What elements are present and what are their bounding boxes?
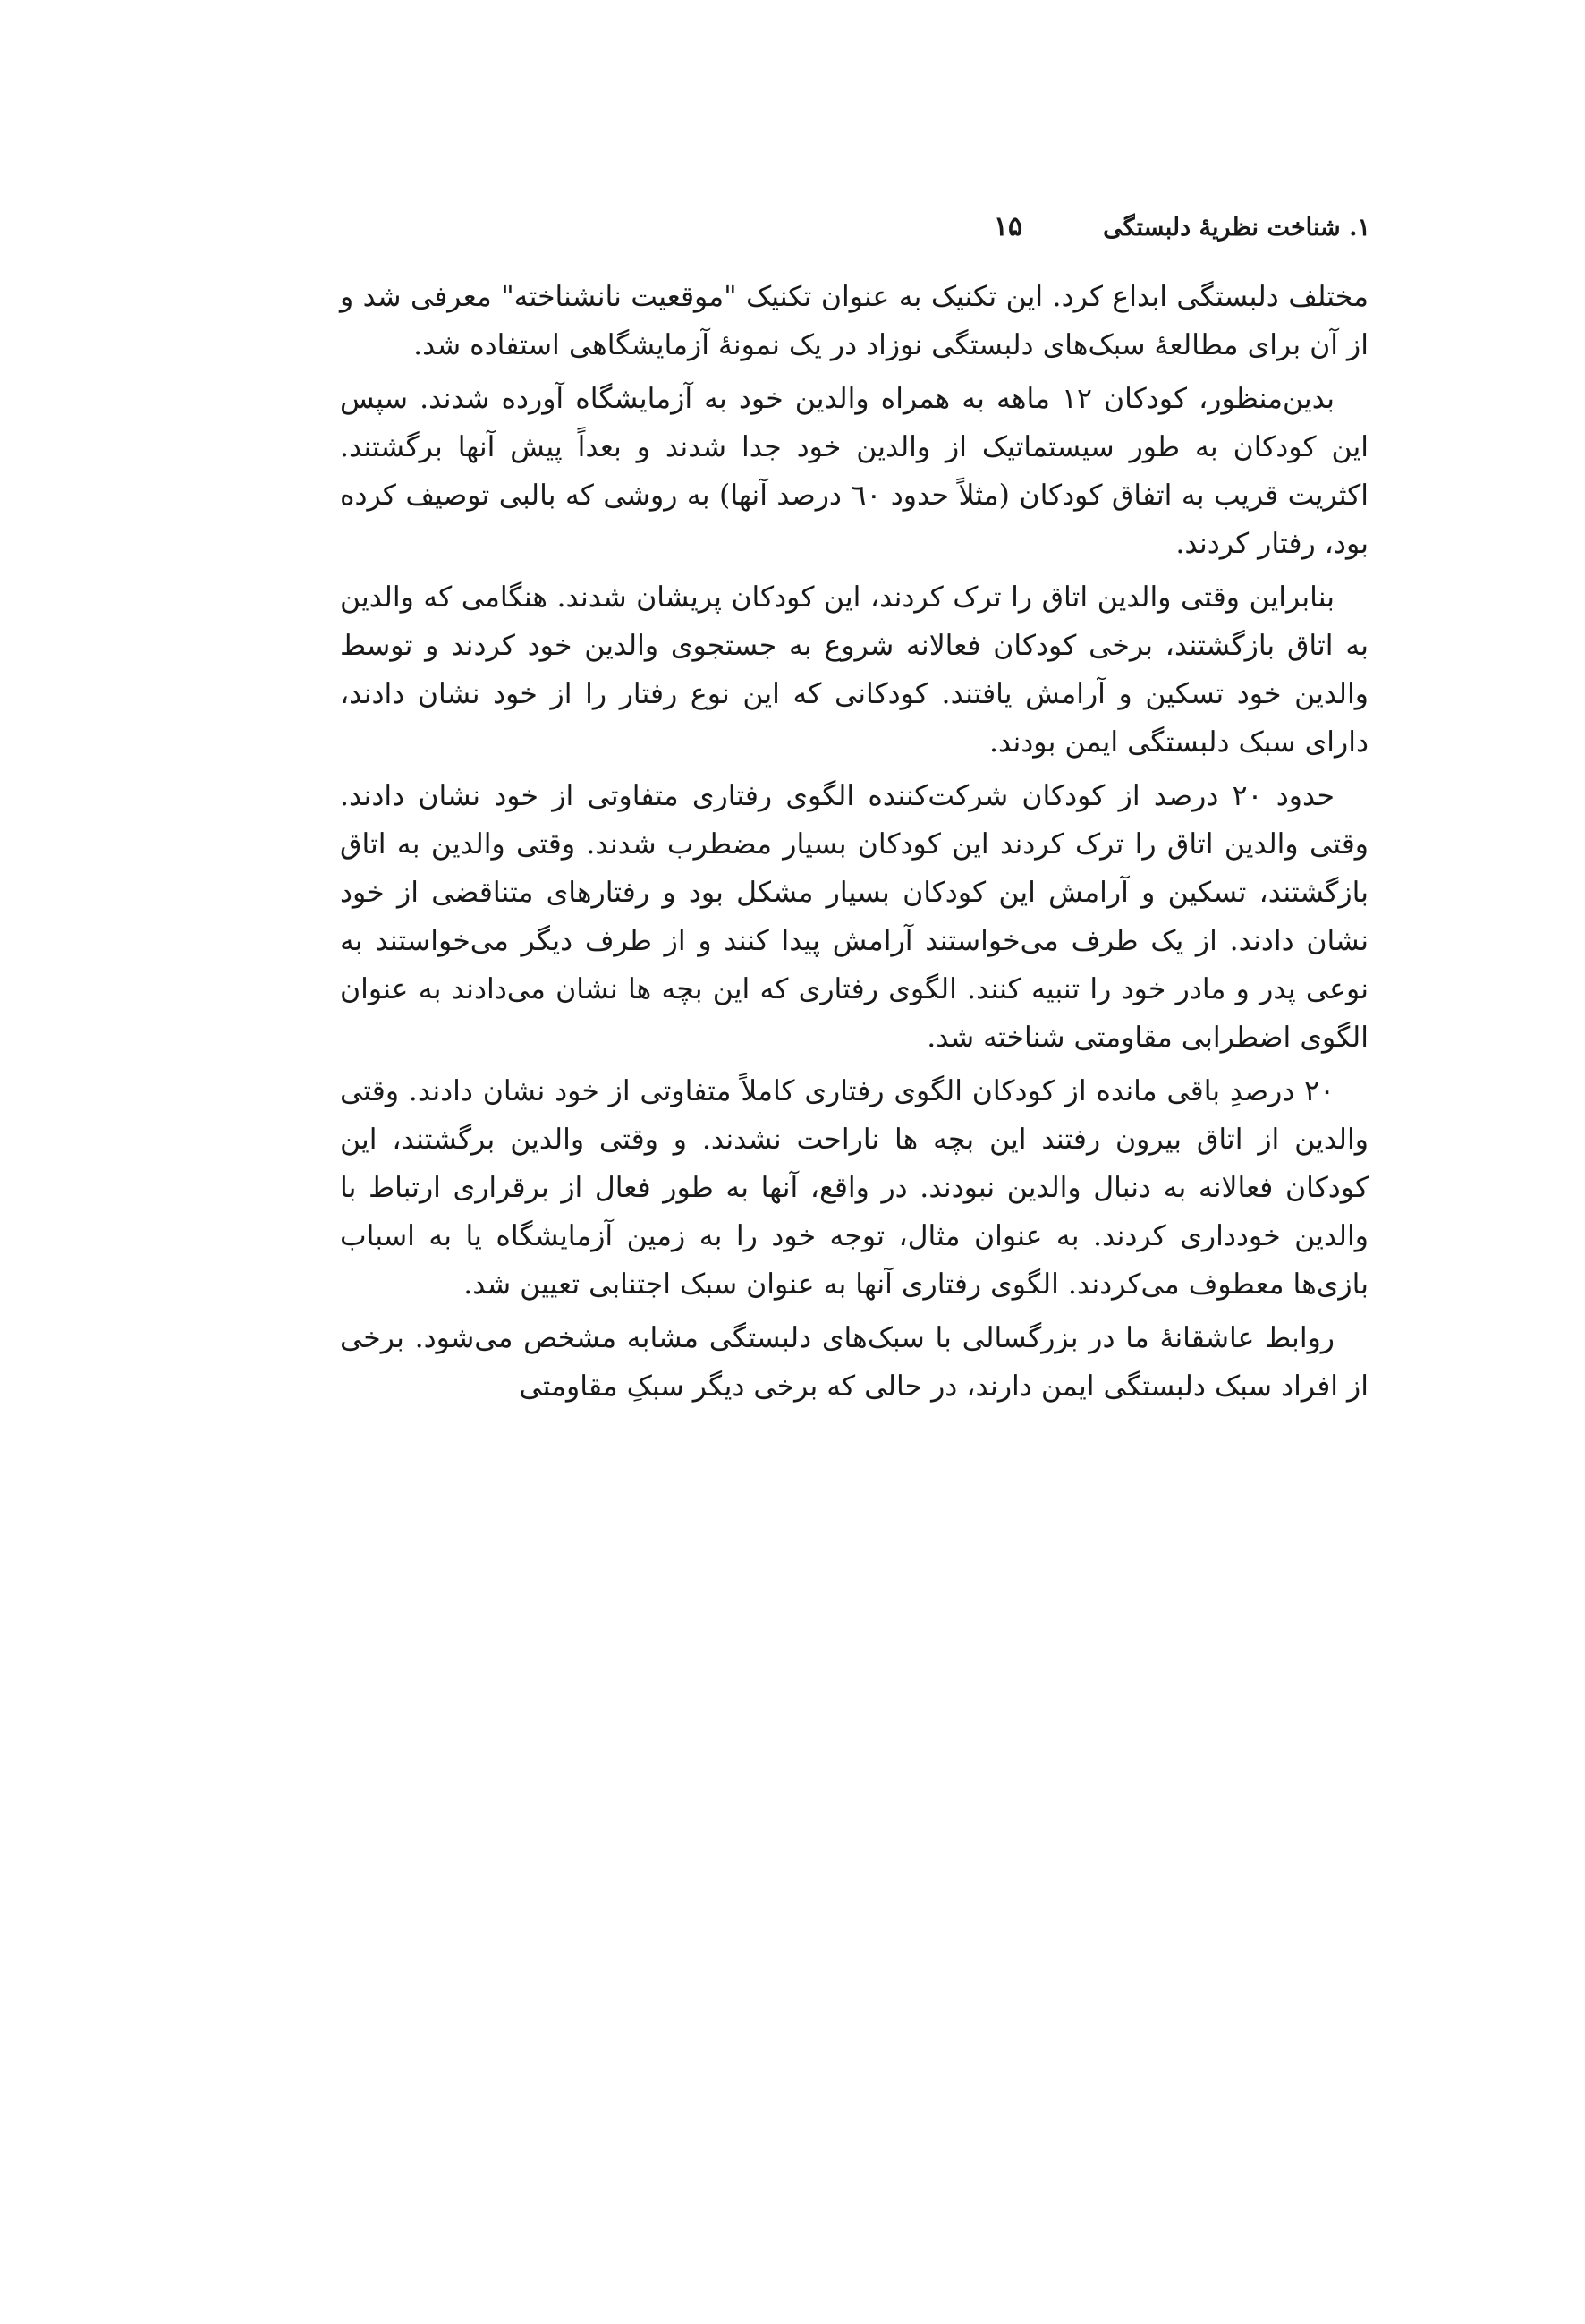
chapter-title: ۱. شناخت نظریهٔ دلبستگی	[1103, 214, 1370, 242]
paragraph: حدود ۲۰ درصد از کودکان شرکت‌کننده الگوی رفتاری متفاوتی از خود نشان دادند. وقتی والدین اتاق را ترک کردند این کودکان بسیار مضطرب شدند. وقتی والدین به اتاق بازگشتند، تسکین و آرامش این کودکان بسیار مشکل بود و رفتارهای متناقضی از خود نشان دادند. از یک طرف می‌خواستند آرامش پیدا کنند و از طرف دیگر می‌خواستند به نوعی پدر و مادر خود را تنبیه کنند. الگوی رفتاری که این بچه ها نشان می‌دادند به عنوان الگوی اضطرابی مقاومتی شناخته شد.	[340, 780, 1369, 1054]
page-number: ۱۵	[993, 211, 1023, 242]
paragraph: ۲۰ درصدِ باقی مانده از کودکان الگوی رفتاری کاملاً متفاوتی از خود نشان دادند. وقتی والدین از اتاق بیرون رفتند این بچه ها ناراحت نشدند. و وقتی والدین برگشتند، این کودکان فعالانه به دنبال والدین نبودند. در واقع، آنها به طور فعال از برقراری ارتباط با والدین خودداری کردند. به عنوان مثال، توجه خود را به زمین آزمایشگاه یا به اسباب بازی‌ها معطوف می‌کردند. الگوی رفتاری آنها به عنوان سبک اجتنابی تعیین شد.	[340, 1075, 1369, 1301]
running-header	[204, 211, 1370, 242]
body-text	[340, 273, 1369, 1416]
paragraph: بدین‌منظور، کودکان ۱۲ ماهه به همراه والدین خود به آزمایشگاه آورده شدند. سپس این کودکان به طور سیستماتیک از والدین خود جدا شدند و بعداً پیش آنها برگشتند. اکثریت قریب به اتفاق کودکان (مثلاً حدود ٦٠ درصد آنها) به روشی که بالبی توصیف کرده بود، رفتار کردند.	[340, 383, 1369, 560]
paragraph: روابط عاشقانهٔ ما در بزرگسالی با سبک‌های دلبستگی مشابه مشخص می‌شود. برخی از افراد سبک دلبستگی ایمن دارند، در حالی که برخی دیگر سبکِ مقاومتی	[340, 1322, 1369, 1403]
paragraph: مختلف دلبستگی ابداع کرد. این تکنیک به عنوان تکنیک "موقعیت نانشناخته" معرفی شد و از آن برای مطالعهٔ سبک‌های دلبستگی نوزاد در یک نمونهٔ آزمایشگاهی استفاده شد.	[340, 281, 1369, 361]
paragraph: بنابراین وقتی والدین اتاق را ترک کردند، این کودکان پریشان شدند. هنگامی که والدین به اتاق بازگشتند، برخی کودکان فعالانه شروع به جستجوی والدین خود کردند و توسط والدین خود تسکین و آرامش یافتند. کودکانی که این نوع رفتار را از خود نشان دادند، دارای سبک دلبستگی ایمن بودند.	[340, 581, 1369, 759]
